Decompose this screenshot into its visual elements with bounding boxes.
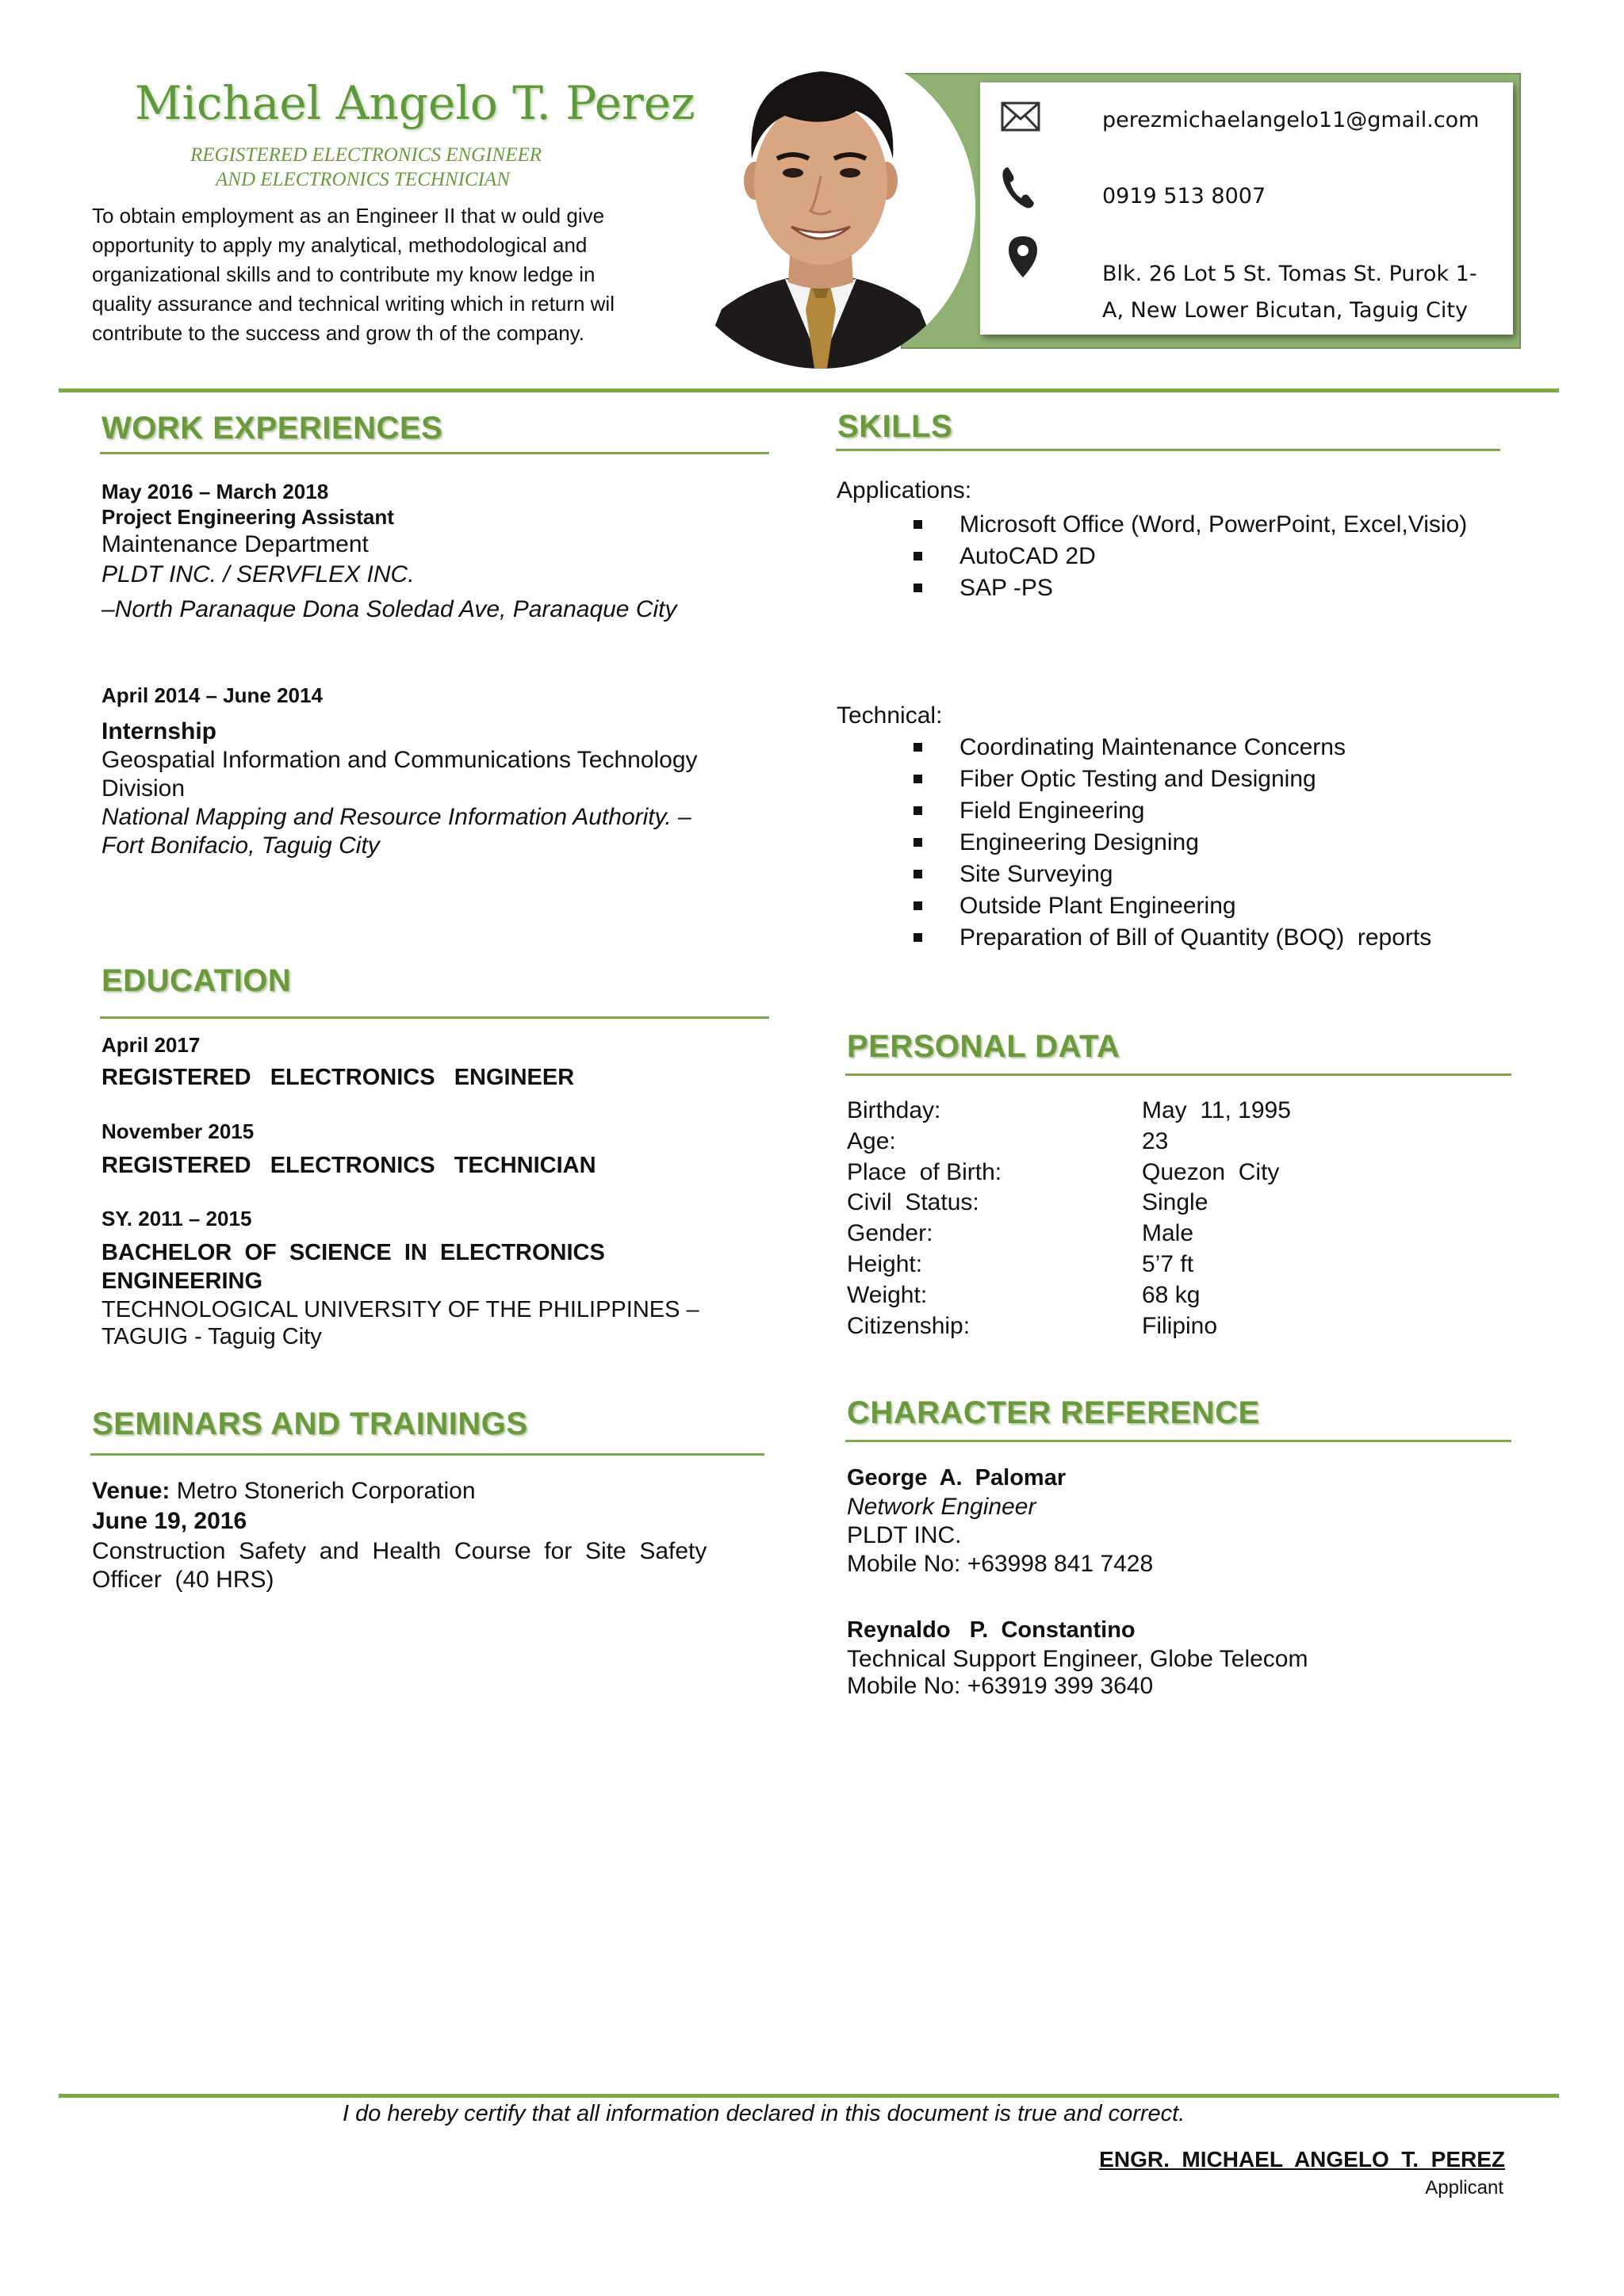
contact-email[interactable]: perezmichaelangelo11@gmail.com: [1102, 108, 1480, 132]
personal-value: May 11, 1995: [1142, 1097, 1291, 1123]
job-location: Fort Bonifacio, Taguig City: [102, 832, 380, 859]
header-title-line1: REGISTERED ELECTRONICS ENGINEER: [190, 144, 542, 166]
signature-name: ENGR. MICHAEL ANGELO T. PEREZ: [1099, 2147, 1505, 2172]
personal-labels: [847, 1096, 1002, 1341]
personal-value: Single: [1142, 1189, 1208, 1216]
personal-value: Male: [1142, 1220, 1194, 1247]
job-department: Division: [102, 775, 186, 802]
job-dates: May 2016 – March 2018: [102, 480, 329, 503]
job-company: PLDT INC. / SERVFLEX INC.: [102, 561, 415, 587]
contact-address-line1: Blk. 26 Lot 5 St. Tomas St. Purok 1-: [1102, 262, 1477, 286]
seminar-course: Construction Safety and Health Course for Site Safety: [92, 1538, 707, 1564]
education-date: SY. 2011 – 2015: [102, 1207, 252, 1230]
objective-line: quality assurance and technical writing which in return wil: [92, 292, 615, 316]
personal-label: Height:: [847, 1250, 923, 1277]
reference-mobile: Mobile No: +63919 399 3640: [847, 1673, 1154, 1699]
education-title: ENGINEERING: [102, 1269, 263, 1294]
personal-label: Birthday:: [847, 1097, 941, 1123]
personal-value: Quezon City: [1142, 1158, 1280, 1185]
skill-item: Preparation of Bill of Quantity (BOQ) reports: [959, 922, 1431, 954]
footer-divider: [59, 2094, 1559, 2098]
job-location: –North Paranaque Dona Soledad Ave, Paranaque City: [102, 596, 677, 622]
skill-item: AutoCAD 2D: [959, 541, 1467, 572]
education-school: TAGUIG - Taguig City: [102, 1324, 322, 1349]
reference-section-title: CHARACTER REFERENCE: [847, 1395, 1260, 1430]
skill-item: Engineering Designing: [959, 827, 1431, 859]
job-position: Internship: [102, 718, 217, 744]
skill-item: Field Engineering: [959, 795, 1431, 827]
header-title-line2: AND ELECTRONICS TECHNICIAN: [216, 169, 510, 190]
personal-label: Weight:: [847, 1281, 928, 1308]
signature-caption: Applicant: [1425, 2177, 1503, 2198]
skill-item: Microsoft Office (Word, PowerPoint, Excel,Visio): [959, 509, 1467, 541]
reference-role: Technical Support Engineer, Globe Telecom: [847, 1646, 1308, 1672]
personal-rule: [845, 1073, 1511, 1076]
objective: [92, 201, 647, 348]
header-divider: [59, 388, 1559, 392]
personal-label: Civil Status:: [847, 1189, 979, 1216]
job-department: Maintenance Department: [102, 531, 369, 557]
education-title: REGISTERED ELECTRONICS TECHNICIAN: [102, 1153, 596, 1178]
job-department: Geospatial Information and Communications Technology: [102, 747, 698, 773]
skill-item: Fiber Optic Testing and Designing: [959, 763, 1431, 795]
header-name: Michael Angelo T. Perez: [135, 76, 695, 130]
skills-applications-label: Applications:: [837, 477, 972, 503]
education-date: April 2017: [102, 1033, 201, 1057]
phone-icon: [1001, 165, 1036, 213]
skills-rule: [836, 449, 1500, 451]
personal-values: [1142, 1096, 1291, 1341]
skill-item: Coordinating Maintenance Concerns: [959, 732, 1431, 763]
seminar-course: Officer (40 HRS): [92, 1567, 274, 1593]
personal-value: 23: [1142, 1127, 1169, 1154]
certification-statement: I do hereby certify that all information declared in this document is true and correct.: [343, 2101, 1185, 2126]
job-position: Project Engineering Assistant: [102, 505, 394, 529]
objective-line: organizational skills and to contribute my know ledge in: [92, 262, 596, 286]
personal-label: Age:: [847, 1127, 896, 1154]
applications-list: [959, 509, 1467, 604]
objective-line: contribute to the success and grow th of the company.: [92, 321, 584, 345]
reference-company: PLDT INC.: [847, 1522, 962, 1548]
skills-technical-label: Technical:: [837, 702, 943, 729]
education-date: November 2015: [102, 1119, 255, 1143]
skill-item: Site Surveying: [959, 859, 1431, 890]
objective-line: opportunity to apply my analytical, methodological and: [92, 233, 588, 257]
education-title: BACHELOR OF SCIENCE IN ELECTRONICS: [102, 1240, 605, 1265]
education-title: REGISTERED ELECTRONICS ENGINEER: [102, 1065, 575, 1090]
skill-item: Outside Plant Engineering: [959, 890, 1431, 922]
seminar-venue: [92, 1478, 476, 1505]
location-pin-icon: [1007, 235, 1039, 283]
personal-value: Filipino: [1142, 1312, 1218, 1339]
seminar-venue-value: Metro Stonerich Corporation: [170, 1478, 476, 1504]
education-section-title: EDUCATION: [102, 963, 292, 998]
objective-line: To obtain employment as an Engineer II that w ould give: [92, 204, 605, 228]
personal-label: Citizenship:: [847, 1312, 971, 1339]
job-company: National Mapping and Resource Information Authority. –: [102, 804, 691, 830]
personal-section-title: PERSONAL DATA: [847, 1029, 1120, 1064]
profile-photo: [666, 48, 975, 369]
personal-label: Gender:: [847, 1220, 933, 1247]
reference-rule: [845, 1440, 1511, 1442]
technical-list: [959, 732, 1431, 954]
seminar-venue-label: Venue:: [92, 1478, 170, 1504]
work-section-title: WORK EXPERIENCES: [102, 411, 443, 446]
personal-value: 5’7 ft: [1142, 1250, 1194, 1277]
skills-section-title: SKILLS: [837, 409, 953, 444]
mail-icon: [1001, 101, 1040, 136]
education-school: TECHNOLOGICAL UNIVERSITY OF THE PHILIPPINES –: [102, 1297, 699, 1322]
job-dates: April 2014 – June 2014: [102, 683, 323, 707]
personal-value: 68 kg: [1142, 1281, 1201, 1308]
reference-name: George A. Palomar: [847, 1465, 1067, 1490]
reference-role: Network Engineer: [847, 1494, 1036, 1520]
seminars-rule: [90, 1453, 764, 1456]
skill-item: SAP -PS: [959, 572, 1467, 604]
seminar-date: June 19, 2016: [92, 1508, 247, 1534]
contact-phone: 0919 513 8007: [1102, 184, 1266, 209]
work-rule: [100, 452, 769, 454]
contact-address-line2: A, New Lower Bicutan, Taguig City: [1102, 298, 1468, 323]
personal-label: Place of Birth:: [847, 1158, 1002, 1185]
seminars-section-title: SEMINARS AND TRAININGS: [92, 1406, 528, 1441]
reference-name: Reynaldo P. Constantino: [847, 1617, 1136, 1643]
education-rule: [100, 1016, 769, 1019]
reference-mobile: Mobile No: +63998 841 7428: [847, 1551, 1154, 1577]
